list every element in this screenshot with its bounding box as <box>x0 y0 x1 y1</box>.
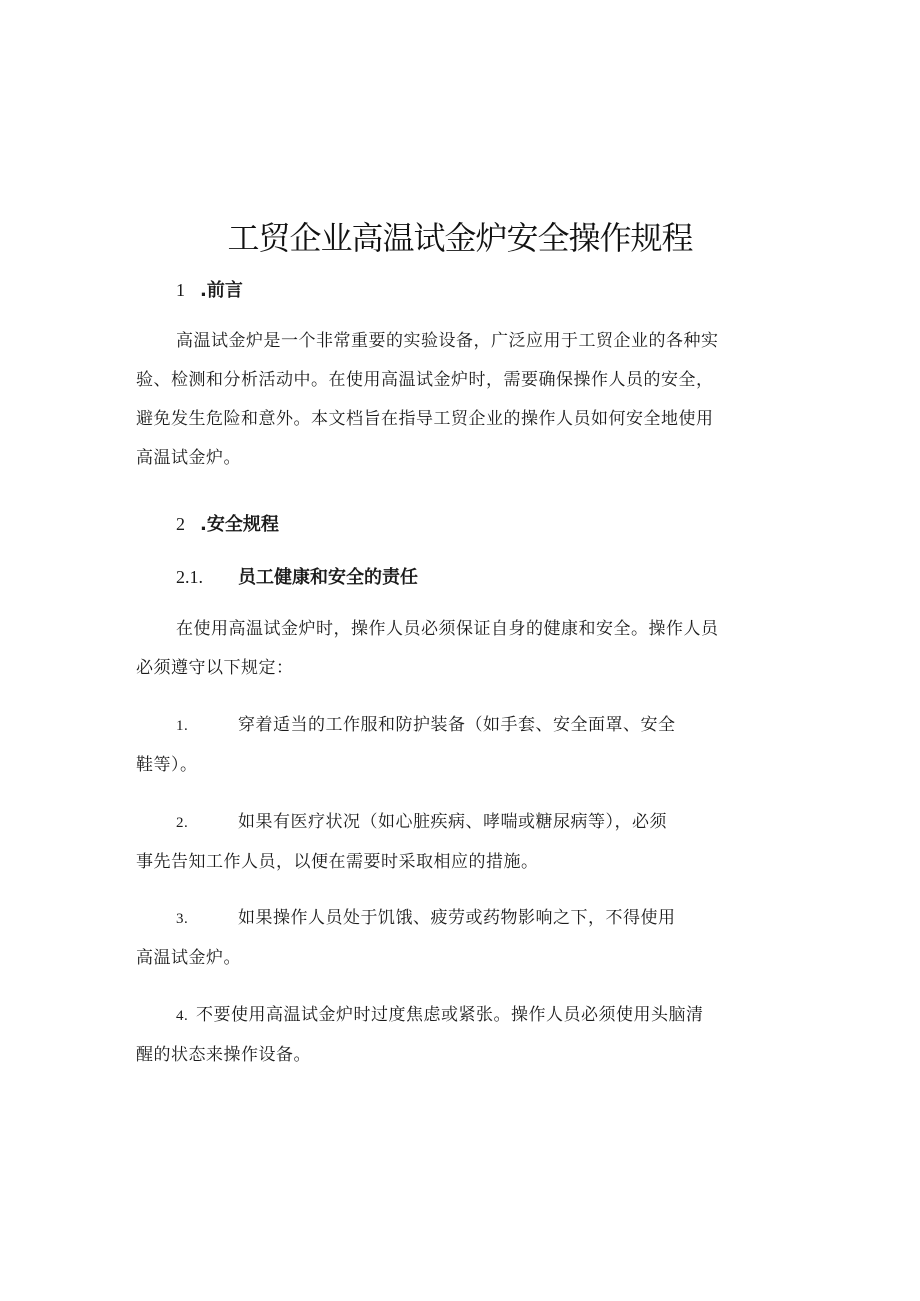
list-item-number: 3. <box>176 911 189 927</box>
paragraph-line: 验、检测和分析活动中。在使用高温试金炉时，需要确保操作人员的安全， <box>136 370 714 390</box>
section-1-heading <box>176 276 243 305</box>
subsection-2-1-number: 2.1. <box>176 567 203 587</box>
section-2-title: .安全规程 <box>200 514 279 535</box>
paragraph-line: 在使用高温试金炉时，操作人员必须保证自身的健康和安全。操作人员 <box>176 619 719 639</box>
list-item-first-line <box>136 803 667 843</box>
list-item-text: 如果操作人员处于饥饿、疲劳或药物影响之下，不得使用 <box>238 908 676 928</box>
list-item-text: 高温试金炉。 <box>136 948 241 968</box>
paragraph-line: 避免发生危险和意外。本文档旨在指导工贸企业的操作人员如何安全地使用 <box>136 409 714 429</box>
list-item-1 <box>136 706 676 785</box>
list-item-first-line <box>136 996 704 1036</box>
list-item-text: 穿着适当的工作服和防护装备（如手套、安全面罩、安全 <box>238 715 676 735</box>
subsection-2-1-title: 员工健康和安全的责任 <box>238 567 418 588</box>
section-1-title: .前言 <box>200 280 243 301</box>
list-item-4 <box>136 996 704 1075</box>
list-item-3 <box>136 899 676 978</box>
list-item-text: 醒的状态来操作设备。 <box>136 1045 311 1065</box>
list-item-number: 2. <box>176 815 189 831</box>
list-item-number: 1. <box>176 718 189 734</box>
list-item-text: 如果有医疗状况（如心脏疾病、哮喘或糖尿病等），必须 <box>238 812 667 832</box>
list-item-number: 4. <box>176 1008 189 1024</box>
list-item-text: 事先告知工作人员，以便在需要时采取相应的措施。 <box>136 852 539 872</box>
section-2-heading <box>176 510 279 539</box>
paragraph-line: 必须遵守以下规定： <box>136 658 294 678</box>
document-title: 工贸企业高温试金炉安全操作规程 <box>227 219 693 257</box>
section-1-number: 1 <box>176 280 185 300</box>
list-item-text: 鞋等）。 <box>136 755 198 775</box>
list-item-first-line <box>136 706 676 746</box>
subsection-2-1-heading <box>176 563 418 592</box>
list-item-first-line <box>136 899 676 939</box>
section-1-paragraph <box>136 322 719 478</box>
list-item-2 <box>136 803 667 882</box>
subsection-2-1-paragraph <box>136 610 719 688</box>
paragraph-line: 高温试金炉是一个非常重要的实验设备，广泛应用于工贸企业的各种实 <box>176 331 719 351</box>
section-2-number: 2 <box>176 514 185 534</box>
paragraph-line: 高温试金炉。 <box>136 448 241 468</box>
list-item-text: 不要使用高温试金炉时过度焦虑或紧张。操作人员必须使用头脑清 <box>196 1005 704 1025</box>
